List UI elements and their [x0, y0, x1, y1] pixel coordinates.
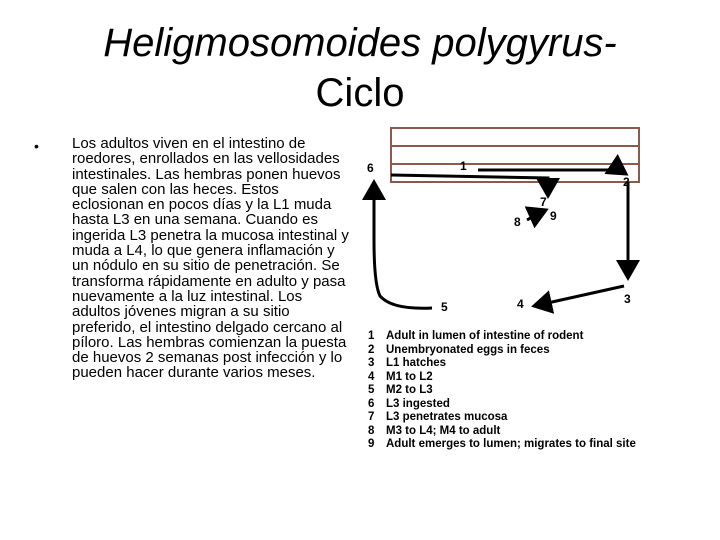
diagram-label-8: 8	[514, 215, 521, 229]
legend-row: 4 M1 to L2	[368, 370, 433, 383]
title-line-2: Ciclo	[315, 71, 405, 115]
legend-row: 1 Adult in lumen of intestine of rodent	[368, 330, 584, 342]
diagram-label-4: 4	[517, 297, 524, 311]
diagram-label-1: 1	[460, 159, 467, 173]
diagram-label-7: 7	[540, 195, 547, 209]
body-paragraph: Los adultos viven en el intestino de roedores, enrollados en las vellosidades intestinales. Las hembras ponen huevos que salen con las heces. Estos eclosionan en pocos días y la L1 muda hasta L3 en una semana. Cuando es ingerida L3 penetra la mucosa intestinal y muda a L4, lo que genera inflamación y un nódulo en su sitio de penetración. Se transforma rápidamente en adulto y pasa nuevamente a la luz intestinal. Los adultos jóvenes migran a su sitio preferido, el intestino delgado cercano al píloro. Las hembras comienzan la puesta de huevos 2 semanas post infección y lo pueden hacer durante varios meses.	[72, 135, 349, 382]
legend-row: 9 Adult emerges to lumen; migrates to final site	[368, 438, 636, 450]
legend-row: 6 L3 ingested	[368, 397, 450, 410]
legend-row: 8 M3 to L4; M4 to adult	[368, 424, 501, 437]
intestine-box	[391, 128, 639, 182]
diagram-label-5: 5	[441, 300, 448, 314]
bullet-marker: •	[34, 138, 39, 154]
legend-row: 5 M2 to L3	[368, 384, 433, 396]
legend-row: 7 L3 penetrates mucosa	[368, 411, 508, 423]
stage-legend	[368, 330, 636, 452]
arrow-6-to-7	[391, 175, 548, 196]
arrow-3-to-4	[534, 286, 624, 306]
arrow-8-to-9	[527, 210, 546, 220]
diagram-label-6: 6	[367, 161, 374, 175]
diagram-label-9: 9	[550, 209, 557, 223]
legend-row: 2 Unembryonated eggs in feces	[368, 343, 550, 356]
arrow-1-to-2	[478, 170, 626, 174]
arrow-5-to-6	[374, 182, 432, 308]
diagram-label-3: 3	[624, 292, 631, 306]
legend-row: 3 L1 hatches	[368, 357, 447, 369]
diagram-label-2: 2	[623, 175, 630, 189]
title-line-1: Heligmosomoides polygyrus-	[103, 21, 617, 65]
